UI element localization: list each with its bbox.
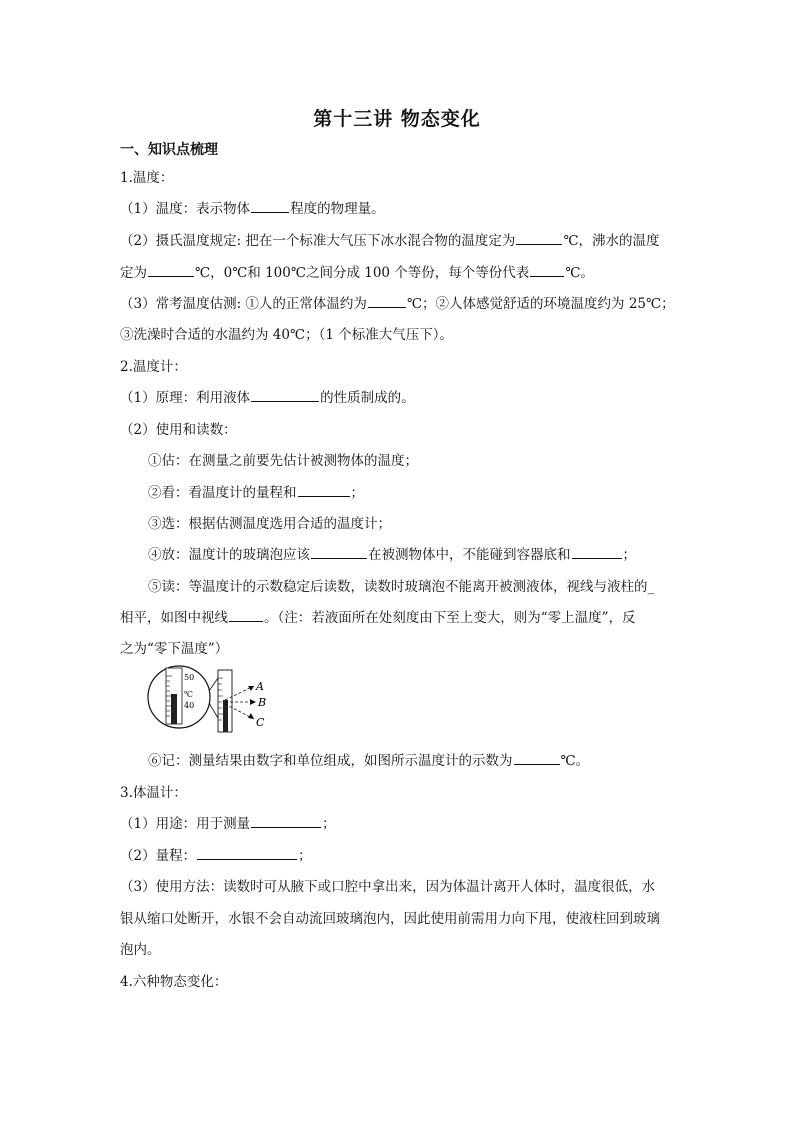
heading-thermometer bbox=[120, 355, 187, 375]
label-a: A bbox=[256, 680, 264, 693]
scale-label-40: 40 bbox=[184, 701, 195, 710]
thermometer-reading-figure bbox=[146, 664, 276, 738]
text: （1）用途：用于测量 bbox=[120, 816, 251, 832]
text: 的性质制成的。 bbox=[320, 390, 415, 406]
scale-unit-label: ℃ bbox=[184, 690, 193, 699]
paragraph-line bbox=[120, 844, 312, 864]
paragraph-line bbox=[120, 386, 415, 406]
heading-temperature bbox=[120, 166, 173, 186]
text: 相平，如图中视线 bbox=[120, 610, 228, 626]
text: ； bbox=[298, 848, 312, 864]
text: ③选：根据估测温度选用合适的温度计； bbox=[148, 516, 391, 532]
answer-blank[interactable] bbox=[148, 263, 194, 277]
answer-blank[interactable] bbox=[298, 483, 350, 497]
paragraph-line bbox=[148, 512, 391, 532]
text: 程度的物理量。 bbox=[290, 201, 385, 217]
text: 在被测物体中，不能碰到容器底和 bbox=[368, 547, 571, 563]
text: 2.温度计： bbox=[120, 359, 187, 375]
paragraph-line bbox=[120, 229, 660, 249]
paragraph-line bbox=[148, 449, 418, 469]
paragraph-line bbox=[148, 749, 589, 769]
text: 定为 bbox=[120, 265, 147, 281]
text: 3.体温计： bbox=[120, 785, 187, 801]
heading-state-changes bbox=[120, 970, 227, 990]
answer-blank[interactable] bbox=[251, 199, 289, 213]
text: ； bbox=[350, 485, 364, 501]
callout-line bbox=[209, 703, 218, 718]
thermometer-tube bbox=[218, 670, 232, 732]
text: 银从缩口处断开，水银不会自动流回玻璃泡内，因此使用前需用力向下甩，使液柱回到玻璃 bbox=[120, 911, 660, 927]
paragraph-line bbox=[120, 938, 161, 958]
paragraph-line bbox=[120, 907, 660, 927]
text: 之为“零下温度”） bbox=[120, 641, 229, 657]
answer-blank[interactable] bbox=[251, 388, 319, 402]
text: ③洗澡时合适的水温约为 40℃；（1 个标准大气压下）。 bbox=[120, 327, 453, 343]
text: （3）常考温度估测: ①人的正常体温约为 bbox=[120, 296, 367, 312]
text: （1）温度：表示物体 bbox=[120, 201, 251, 217]
scale-label-50: 50 bbox=[184, 673, 195, 682]
paragraph-line bbox=[120, 875, 655, 895]
text: ℃。 bbox=[565, 265, 594, 281]
paragraph-line bbox=[120, 637, 228, 657]
arrow-b-icon bbox=[250, 699, 256, 705]
page-title: 第十三讲 物态变化 bbox=[313, 108, 481, 130]
text: 4.六种物态变化： bbox=[120, 974, 228, 990]
text: （1）原理：利用液体 bbox=[120, 390, 251, 406]
paragraph-line bbox=[120, 292, 675, 312]
text: （2）摄氏温度规定: 把在一个标准大气压下冰水混合物的温度定为 bbox=[120, 233, 516, 249]
text: ； bbox=[322, 816, 336, 832]
paragraph-line bbox=[148, 543, 636, 563]
magnified-circle bbox=[148, 666, 210, 728]
heading-clinical-thermometer bbox=[120, 781, 187, 801]
answer-blank[interactable] bbox=[229, 608, 263, 622]
text: （3）使用方法：读数时可从腋下或口腔中拿出来，因为体温计离开人体时，温度很低，水 bbox=[120, 879, 656, 895]
section-heading: 一、知识点梳理 bbox=[120, 142, 218, 158]
paragraph-line bbox=[148, 481, 364, 501]
answer-blank[interactable] bbox=[572, 545, 622, 559]
answer-blank[interactable] bbox=[368, 294, 406, 308]
text: ②看：看温度计的量程和 bbox=[148, 485, 297, 501]
text: 。（注：若液面所在处刻度由下至上变大，则为“零上温度”，反 bbox=[264, 610, 636, 626]
text: ； bbox=[622, 547, 636, 563]
answer-blank[interactable] bbox=[530, 263, 564, 277]
text: （2）量程： bbox=[120, 848, 197, 864]
paragraph-line bbox=[120, 323, 453, 343]
callout-line bbox=[209, 678, 218, 691]
answer-blank[interactable] bbox=[311, 545, 367, 559]
text: ℃。 bbox=[560, 753, 590, 769]
text: ①估：在测量之前要先估计被测物体的温度； bbox=[148, 453, 418, 469]
text: 泡内。 bbox=[120, 942, 161, 958]
text: ⑤读：等温度计的示数稳定后读数，读数时玻璃泡不能离开被测液体，视线与液柱的_ bbox=[148, 579, 655, 595]
paragraph-line bbox=[120, 197, 385, 217]
label-c: C bbox=[256, 716, 265, 729]
answer-blank[interactable] bbox=[251, 814, 321, 828]
answer-blank[interactable] bbox=[514, 751, 560, 765]
text: （2）使用和读数： bbox=[120, 422, 237, 438]
answer-blank[interactable] bbox=[516, 231, 562, 245]
answer-blank[interactable] bbox=[197, 846, 297, 860]
paragraph-line bbox=[120, 812, 336, 832]
paragraph-line bbox=[120, 606, 636, 626]
paragraph-line bbox=[148, 575, 654, 595]
paragraph-line bbox=[120, 261, 594, 281]
text: ℃，0℃和 100℃之间分成 100 个等份，每个等份代表 bbox=[195, 265, 530, 281]
text: ℃；②人体感觉舒适的环境温度约为 25℃； bbox=[406, 296, 675, 312]
text: 1.温度： bbox=[120, 170, 174, 186]
text: ℃，沸水的温度 bbox=[563, 233, 660, 249]
label-b: B bbox=[258, 696, 267, 709]
text: ⑥记：测量结果由数字和单位组成，如图所示温度计的示数为 bbox=[148, 753, 513, 769]
paragraph-line bbox=[120, 418, 237, 438]
text: ④放：温度计的玻璃泡应该 bbox=[148, 547, 310, 563]
